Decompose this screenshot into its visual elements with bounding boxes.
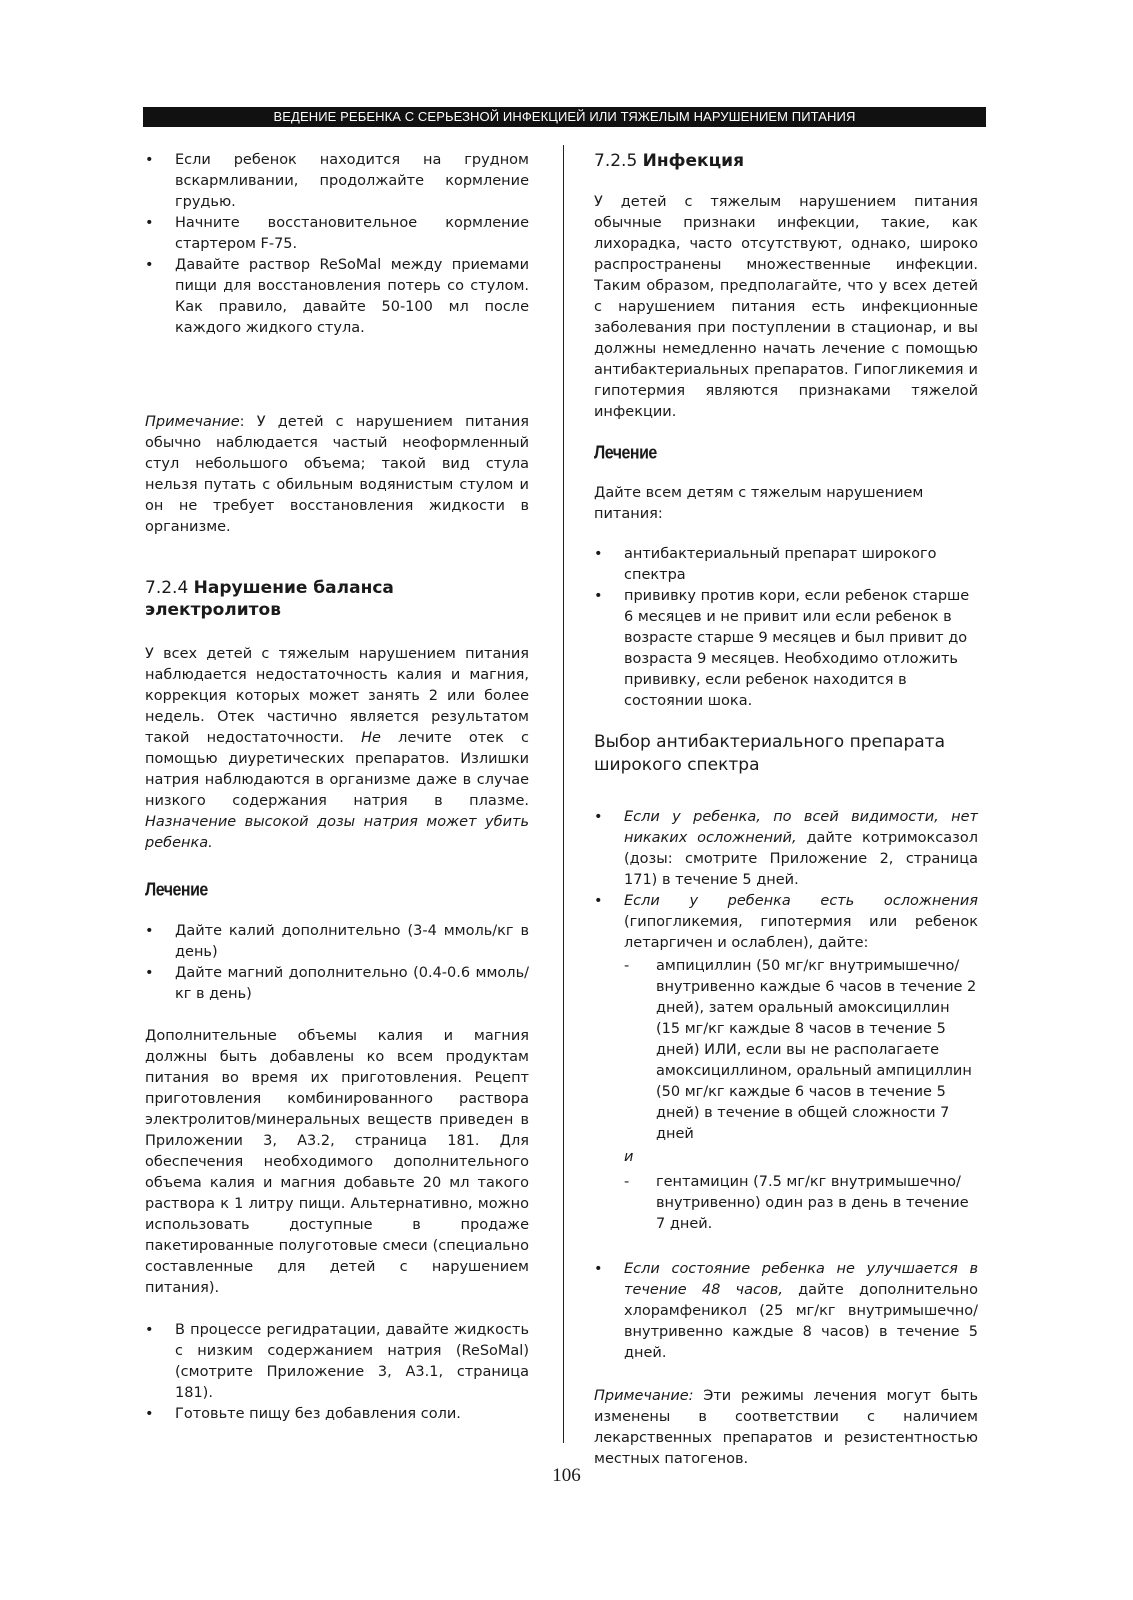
emphasis-text: Не	[361, 730, 381, 746]
treatment-intro: Дайте всем детям с тяжелым нарушением питания:	[594, 485, 924, 522]
list-item	[594, 1259, 978, 1364]
list-item	[594, 807, 978, 891]
section-number: 7.2.5	[594, 151, 643, 171]
emphasis-text: Если у ребенка есть осложнения	[624, 893, 978, 909]
text-span: дайте котримоксазол (дозы: смотрите Приложение 2, страница 171) в течение 5 дней.	[624, 830, 978, 888]
dosage-item: - ампициллин (50 мг/кг внутримышечно/внутривенно каждые 6 часов в течение 2 дней), затем оральный амоксициллин (15 мг/кг каждые 8 часов в течение 5 дней) ИЛИ, если вы не располагаете амоксициллином, оральный ампициллин (50 мг/кг каждые 6 часов в течение 5 дней) в течение в общей сложности 7 дней	[624, 956, 978, 1145]
left-column	[145, 150, 529, 1425]
text-span: дайте дополнительно хлорамфеникол (25 мг/кг внутримышечно/внутривенно каждые 8 часов) в течение 5 дней.	[624, 1282, 978, 1361]
list-item: • антибактериальный препарат широкого спектра	[594, 544, 978, 586]
dosage-list	[624, 956, 978, 1145]
note-text: : У детей с нарушением питания обычно наблюдается частый неоформленный стул небольшого объема; такой вид стула нельзя путать с обильным водянистым стулом и он не требует восстановления жидкости в организме.	[145, 414, 529, 535]
electrolytes-paragraph	[145, 644, 529, 854]
right-bullet-list-2	[594, 807, 978, 1364]
text-span: (гипогликемия, гипотермия или ребенок летаргичен и ослаблен), дайте:	[624, 914, 978, 951]
list-item: • В процессе регидратации, давайте жидкость с низким содержанием натрия (ReSoMal) (смотрите Приложение 3, А3.1, страница 181).	[145, 1320, 529, 1404]
section-title: Инфекция	[642, 151, 745, 171]
emphasis-text: Если у ребенка, по всей видимости, нет никаких осложнений,	[624, 809, 978, 846]
conjunction: и	[624, 1149, 634, 1165]
antibiotic-choice-subheading: Выбор антибактериального препарата широкого спектра	[594, 732, 945, 775]
section-title: Нарушение баланса электролитов	[145, 578, 394, 620]
infection-paragraph: У детей с тяжелым нарушением питания обычные признаки инфекции, такие, как лихорадка, часто отсутствуют, однако, широко распространены множественные инфекции. Таким образом, предполагайте, что у всех детей с нарушением питания есть инфекционные заболевания при поступлении в стационар, и вы должны немедленно начать лечение с помощью антибактериальных препаратов. Гипогликемия и гипотермия являются признаками тяжелой инфекции.	[594, 194, 978, 420]
list-item: • Давайте раствор ReSoMal между приемами пищи для восстановления потерь со стулом. Как правило, давайте 50-100 мл после каждого жидкого стула.	[145, 255, 529, 339]
list-item	[594, 891, 978, 1235]
dosage-item: - гентамицин (7.5 мг/кг внутримышечно/внутривенно) один раз в день в течение 7 дней.	[624, 1172, 978, 1235]
dosage-list	[624, 1172, 978, 1235]
note-paragraph	[145, 412, 529, 538]
section-heading-7-2-5	[594, 150, 978, 172]
page-number: 106	[552, 1465, 581, 1486]
running-header: ВЕДЕНИЕ РЕБЕНКА С СЕРЬЕЗНОЙ ИНФЕКЦИЕЙ ИЛИ ТЯЖЕЛЫМ НАРУШЕНИЕМ ПИТАНИЯ	[143, 107, 986, 127]
treatment-heading: Лечение	[145, 880, 208, 901]
text-span: лечите отек с помощью диуретических препаратов. Излишки натрия наблюдаются в организме даже в случае низкого содержания натрия в плазме.	[145, 730, 529, 809]
treatment-heading: Лечение	[594, 443, 657, 464]
list-item: • Начните восстановительное кормление стартером F-75.	[145, 213, 529, 255]
text-span: У всех детей с тяжелым нарушением питания наблюдается недостаточность калия и магния, коррекция которых может занять 2 или более недель. Отек частично является результатом такой недостаточности.	[145, 646, 529, 746]
list-item: • Готовьте пищу без добавления соли.	[145, 1404, 529, 1425]
note-label: Примечание	[145, 414, 240, 430]
note-label: Примечание:	[594, 1388, 694, 1404]
right-column	[594, 150, 978, 1470]
supplement-paragraph: Дополнительные объемы калия и магния должны быть добавлены ко всем продуктам питания во время их приготовления. Рецепт приготовления комбинированного раствора электролитов/минеральных веществ приведен в Приложении 3, А3.2, страница 181. Для обеспечения необходимого дополнительного объема калия и магния добавьте 20 мл такого раствора к 1 литру пищи. Альтернативно, можно использовать доступные в продаже пакетированные полуготовые смеси (специально составленные для детей с нарушением питания).	[145, 1028, 529, 1296]
emphasis-text: Если состояние ребенка не улучшается в течение 48 часов,	[624, 1261, 978, 1298]
right-bullet-list-1	[594, 544, 978, 712]
column-divider	[563, 145, 564, 1443]
list-item: • Дайте калий дополнительно (3-4 ммоль/кг в день)	[145, 921, 529, 963]
list-item: • Если ребенок находится на грудном вскармливании, продолжайте кормление грудью.	[145, 150, 529, 213]
section-heading-7-2-4	[145, 577, 529, 621]
list-item: • Дайте магний дополнительно (0.4-0.6 ммоль/кг в день)	[145, 963, 529, 1005]
section-number: 7.2.4	[145, 578, 194, 598]
emphasis-text: Назначение высокой дозы натрия может убить ребенка.	[145, 814, 529, 851]
left-bullet-list-1	[145, 150, 529, 339]
left-bullet-list-2	[145, 921, 529, 1005]
note-paragraph	[594, 1386, 978, 1470]
left-bullet-list-3	[145, 1320, 529, 1425]
list-item: • прививку против кори, если ребенок старше 6 месяцев и не привит или если ребенок в возрасте старше 9 месяцев и был привит до возраста 9 месяцев. Необходимо отложить прививку, если ребенок находится в состоянии шока.	[594, 586, 978, 712]
note-text: Эти режимы лечения могут быть изменены в соответствии с наличием лекарственных препаратов и резистентностью местных патогенов.	[594, 1388, 978, 1467]
